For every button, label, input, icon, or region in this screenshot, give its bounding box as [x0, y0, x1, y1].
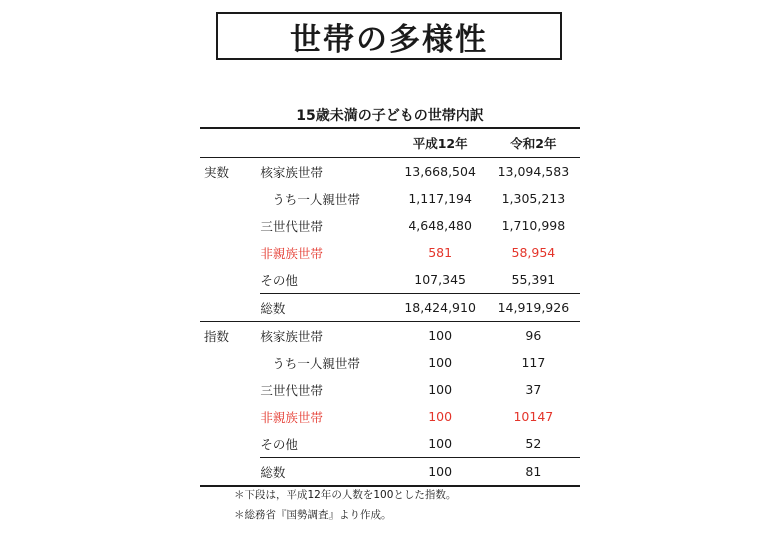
- footnotes: [234, 485, 456, 525]
- cell-r2: 55,391: [511, 272, 556, 287]
- row-label-total: 総数: [260, 294, 393, 322]
- cell-h12: 100: [428, 355, 453, 370]
- cell-r2: 13,094,583: [497, 164, 570, 179]
- cell-h12: 100: [428, 328, 453, 343]
- row-label: 核家族世帯: [260, 328, 323, 344]
- table-row-highlight: [200, 239, 580, 266]
- row-label: その他: [260, 436, 298, 452]
- table-row-highlight: [200, 403, 580, 430]
- row-label: うち一人親世帯: [272, 355, 360, 371]
- cell-h12: 4,648,480: [408, 218, 472, 233]
- footnote-index: ＊下段は，平成12年の人数を100とした指数。: [234, 489, 457, 501]
- title-box: [216, 12, 562, 60]
- row-label: 核家族世帯: [260, 164, 323, 180]
- table-row: [200, 185, 580, 212]
- household-table: [200, 127, 580, 487]
- table-row: [200, 158, 580, 186]
- footnote-source: ＊総務省『国勢調査』より作成。: [234, 509, 392, 521]
- row-label: その他: [260, 272, 298, 288]
- cell-r2: 37: [525, 382, 542, 397]
- cell-r2: 1,305,213: [501, 191, 566, 206]
- table-row: [200, 349, 580, 376]
- row-label-total: 総数: [260, 458, 393, 487]
- row-label-highlight: 非親族世帯: [260, 245, 323, 261]
- row-label-highlight: 非親族世帯: [260, 409, 323, 425]
- group-label-actual: 実数: [204, 164, 230, 180]
- table-row: [200, 430, 580, 458]
- cell-r2: 96: [525, 328, 542, 343]
- cell-h12: 100: [428, 436, 453, 451]
- row-label: 三世代世帯: [260, 382, 323, 398]
- table-caption: 15歳未満の子どもの世帯内訳: [296, 108, 484, 124]
- cell-h12-total: 100: [394, 458, 487, 487]
- cell-h12-highlight: 581: [428, 245, 453, 260]
- table-row-total: [200, 294, 580, 322]
- cell-r2-highlight: 58,954: [511, 245, 556, 260]
- table-header-row: [200, 128, 580, 158]
- group-label-index: 指数: [204, 328, 230, 344]
- header-blank-category: [260, 128, 393, 158]
- table-row: [200, 212, 580, 239]
- row-label: 三世代世帯: [260, 218, 323, 234]
- table-row-total: [200, 458, 580, 487]
- cell-r2: 52: [525, 436, 542, 451]
- cell-h12-total: 18,424,910: [394, 294, 487, 322]
- row-label: うち一人親世帯: [272, 191, 360, 207]
- page-title: 世帯の多様性: [290, 21, 488, 58]
- cell-r2-highlight: 10147: [513, 409, 554, 424]
- cell-h12: 1,117,194: [408, 191, 472, 206]
- cell-r2: 117: [521, 355, 546, 370]
- cell-r2-total: 81: [487, 458, 580, 487]
- table-row: [200, 322, 580, 350]
- cell-h12: 100: [428, 382, 453, 397]
- table-row: [200, 376, 580, 403]
- table-row: [200, 266, 580, 294]
- cell-h12: 13,668,504: [404, 164, 476, 179]
- cell-r2: 1,710,998: [501, 218, 566, 233]
- cell-h12-highlight: 100: [428, 409, 453, 424]
- header-h12: 平成12年: [412, 136, 468, 151]
- header-r2: 令和2年: [510, 136, 557, 151]
- cell-h12: 107,345: [414, 272, 466, 287]
- cell-r2-total: 14,919,926: [487, 294, 580, 322]
- header-blank-group: [200, 128, 260, 158]
